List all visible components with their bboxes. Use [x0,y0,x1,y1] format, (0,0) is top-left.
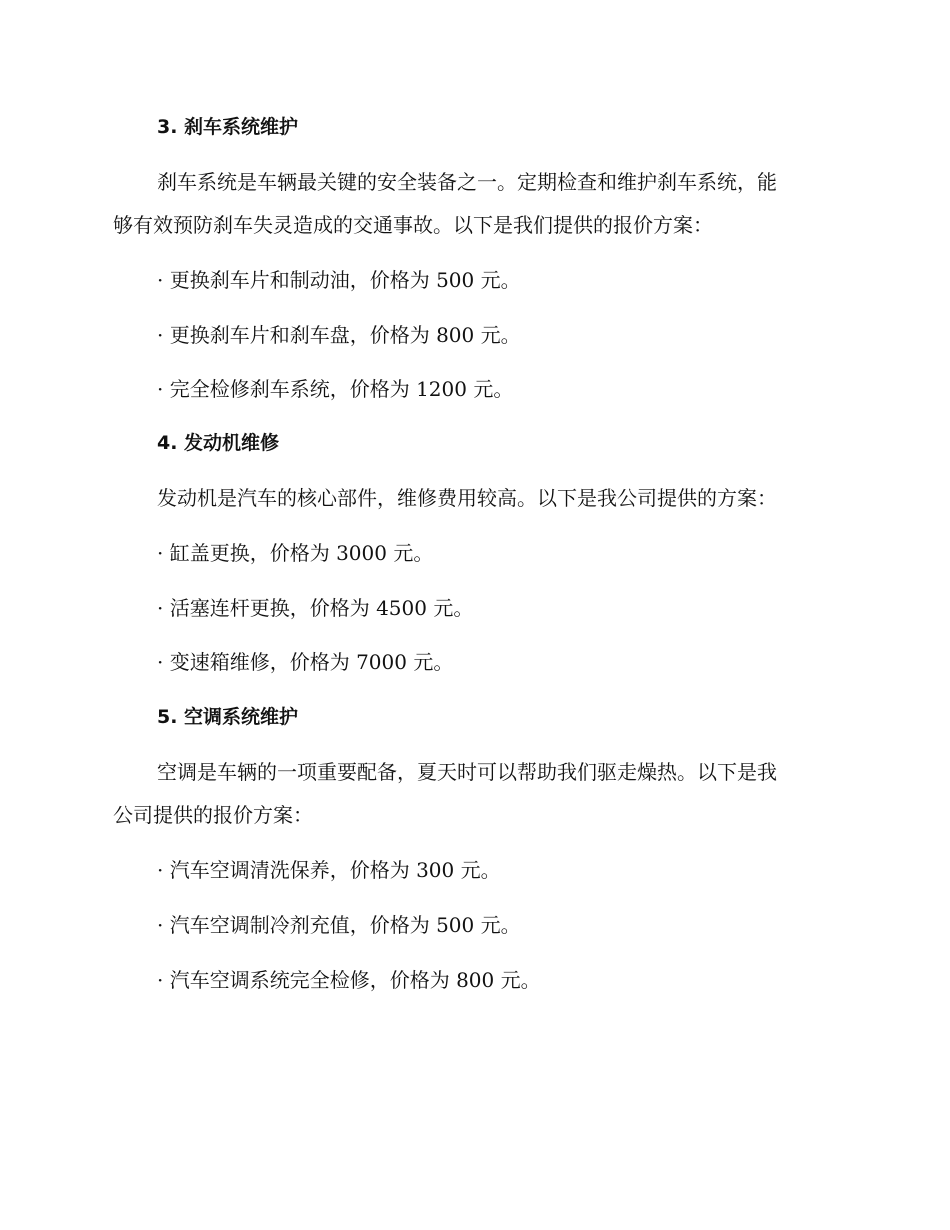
section-intro-brake-line-2: 够有效预防刹车失灵造成的交通事故。以下是我们提供的报价方案： [113,213,713,237]
section-heading-brake: 3. 刹车系统维护 [157,116,299,138]
section-intro-ac-line-2: 公司提供的报价方案： [113,803,313,827]
list-item-ac-2: · 汽车空调制冷剂充值，价格为 500 元。 [157,913,521,937]
list-item-brake-1: · 更换刹车片和制动油，价格为 500 元。 [157,268,521,292]
section-intro-ac-line-1: 空调是车辆的一项重要配备，夏天时可以帮助我们驱走燥热。以下是我 [157,760,777,784]
list-item-engine-2: · 活塞连杆更换，价格为 4500 元。 [157,596,474,620]
list-item-ac-3: · 汽车空调系统完全检修，价格为 800 元。 [157,968,541,992]
section-intro-brake-line-1: 刹车系统是车辆最关键的安全装备之一。定期检查和维护刹车系统，能 [157,170,777,194]
list-item-ac-1: · 汽车空调清洗保养，价格为 300 元。 [157,858,501,882]
list-item-engine-3: · 变速箱维修，价格为 7000 元。 [157,650,454,674]
list-item-brake-3: · 完全检修刹车系统，价格为 1200 元。 [157,377,514,401]
section-heading-ac: 5. 空调系统维护 [157,706,299,728]
section-heading-engine: 4. 发动机维修 [157,432,280,454]
section-intro-engine-line-1: 发动机是汽车的核心部件，维修费用较高。以下是我公司提供的方案： [157,486,777,510]
list-item-brake-2: · 更换刹车片和刹车盘，价格为 800 元。 [157,323,521,347]
list-item-engine-1: · 缸盖更换，价格为 3000 元。 [157,541,434,565]
